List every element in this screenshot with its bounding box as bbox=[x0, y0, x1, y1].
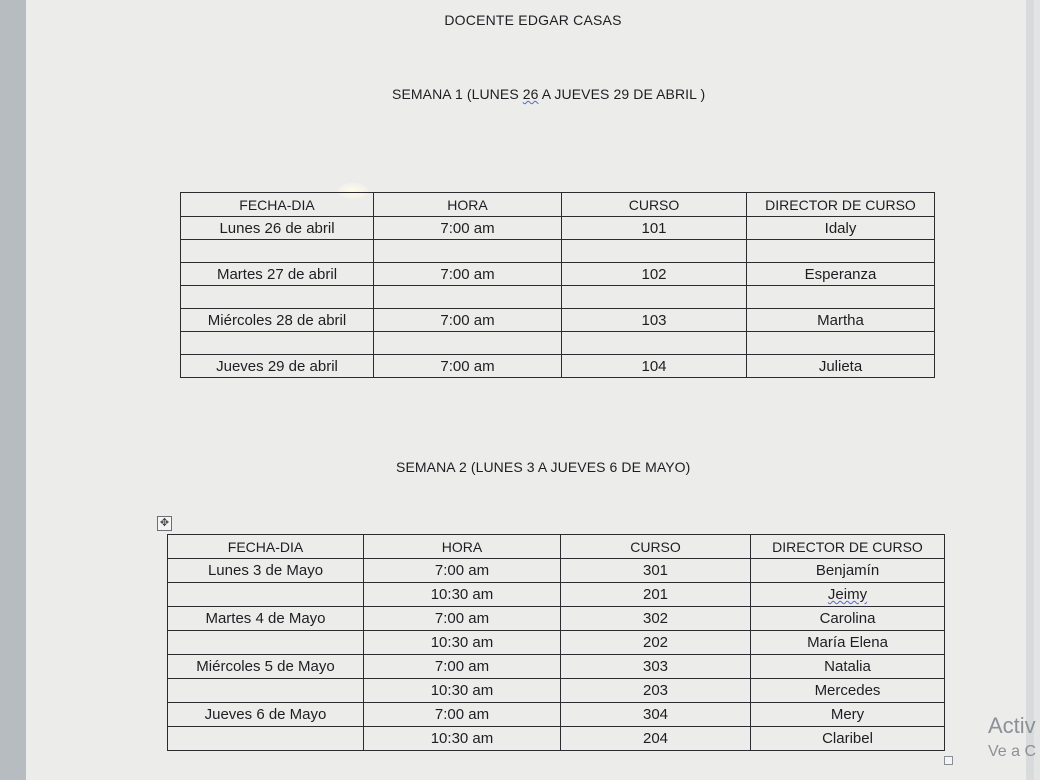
table-cell[interactable] bbox=[562, 332, 747, 355]
table-cell[interactable] bbox=[751, 703, 945, 727]
table-cell[interactable] bbox=[747, 355, 935, 378]
week1-title-suffix: A JUEVES 29 DE ABRIL ) bbox=[538, 86, 706, 102]
cell-text: 7:00 am bbox=[434, 562, 490, 579]
cell-text: Lunes 26 de abril bbox=[219, 219, 335, 237]
cell-text: 304 bbox=[642, 706, 669, 723]
column-header: HORA bbox=[374, 193, 562, 217]
cell-text: Mercedes bbox=[814, 682, 881, 699]
table-cell[interactable] bbox=[747, 286, 935, 309]
cell-text: 102 bbox=[641, 265, 667, 283]
table-row bbox=[168, 631, 945, 655]
cell-text: Julieta bbox=[818, 357, 863, 375]
cell-text: Carolina bbox=[819, 610, 876, 627]
table-cell[interactable] bbox=[562, 263, 747, 286]
column-header: FECHA-DIA bbox=[181, 193, 374, 217]
cell-text: 204 bbox=[642, 730, 669, 747]
spellcheck-flagged-word[interactable]: 26 bbox=[522, 86, 539, 102]
cell-text: 7:00 am bbox=[440, 311, 495, 329]
table-row bbox=[181, 286, 935, 309]
table-cell[interactable] bbox=[751, 559, 945, 583]
monitor-bezel bbox=[0, 0, 26, 780]
table-cell[interactable] bbox=[168, 583, 364, 607]
cell-text: 10:30 am bbox=[430, 682, 494, 699]
week1-schedule-table[interactable] bbox=[180, 192, 935, 378]
table-cell[interactable] bbox=[168, 559, 364, 583]
table-header-row bbox=[181, 193, 935, 217]
cell-text: 302 bbox=[642, 610, 669, 627]
table-cell[interactable] bbox=[561, 727, 751, 751]
table-row bbox=[181, 332, 935, 355]
cell-text: 303 bbox=[642, 658, 669, 675]
table-row bbox=[181, 217, 935, 240]
cell-text: 103 bbox=[641, 311, 667, 329]
cell-text: 10:30 am bbox=[430, 730, 494, 747]
table-cell[interactable] bbox=[562, 217, 747, 240]
table-row bbox=[168, 607, 945, 631]
cell-text: 201 bbox=[642, 586, 669, 603]
column-header: CURSO bbox=[561, 535, 751, 559]
table-cell[interactable] bbox=[751, 679, 945, 703]
column-header: HORA bbox=[364, 535, 561, 559]
table-cell[interactable] bbox=[364, 559, 561, 583]
table-cell[interactable] bbox=[751, 727, 945, 751]
move-arrows-icon: ✥ bbox=[159, 517, 170, 529]
table-move-handle[interactable] bbox=[157, 516, 172, 531]
table-row bbox=[168, 679, 945, 703]
table-cell[interactable] bbox=[561, 679, 751, 703]
column-header: DIRECTOR DE CURSO bbox=[751, 535, 945, 559]
cell-text: Miércoles 28 de abril bbox=[207, 311, 347, 329]
cell-text: Martha bbox=[817, 311, 864, 329]
cell-text: Esperanza bbox=[804, 265, 877, 283]
cell-text: 7:00 am bbox=[440, 265, 495, 283]
cell-text: 7:00 am bbox=[440, 219, 495, 237]
table-cell[interactable] bbox=[562, 355, 747, 378]
table-cell[interactable] bbox=[168, 631, 364, 655]
table-cell[interactable] bbox=[181, 309, 374, 332]
table-cell[interactable] bbox=[747, 240, 935, 263]
table-cell[interactable] bbox=[168, 727, 364, 751]
table-cell[interactable] bbox=[364, 727, 561, 751]
cell-text: 301 bbox=[642, 562, 669, 579]
watermark-line1: Activ bbox=[988, 713, 1036, 738]
table-cell[interactable] bbox=[374, 263, 562, 286]
table-cell[interactable] bbox=[751, 655, 945, 679]
table-cell[interactable] bbox=[561, 559, 751, 583]
document-page[interactable] bbox=[26, 0, 1034, 780]
cell-text: Jeimy bbox=[827, 586, 868, 603]
cell-text: 101 bbox=[641, 219, 667, 237]
cell-text: 7:00 am bbox=[434, 658, 490, 675]
table-header-row bbox=[168, 535, 945, 559]
table-cell[interactable] bbox=[364, 679, 561, 703]
table-cell[interactable] bbox=[168, 607, 364, 631]
cell-text: 7:00 am bbox=[440, 357, 495, 375]
table-cell[interactable] bbox=[747, 309, 935, 332]
cell-text: Natalia bbox=[824, 658, 871, 675]
table-cell[interactable] bbox=[747, 332, 935, 355]
table-cell[interactable] bbox=[181, 286, 374, 309]
table-cell[interactable] bbox=[364, 607, 561, 631]
cell-text: 202 bbox=[642, 634, 669, 651]
week1-title bbox=[392, 86, 705, 102]
table-cell[interactable] bbox=[364, 703, 561, 727]
table-cell[interactable] bbox=[168, 679, 364, 703]
table-cell[interactable] bbox=[364, 655, 561, 679]
cell-text: María Elena bbox=[807, 634, 888, 651]
table-row bbox=[168, 559, 945, 583]
table-cell[interactable] bbox=[374, 332, 562, 355]
cell-text: 104 bbox=[641, 357, 667, 375]
cell-text: Claribel bbox=[822, 730, 873, 747]
table-row bbox=[168, 583, 945, 607]
table-cell[interactable] bbox=[561, 631, 751, 655]
table-cell[interactable] bbox=[751, 631, 945, 655]
cell-text: Jueves 6 de Mayo bbox=[204, 706, 327, 723]
table-cell[interactable] bbox=[374, 240, 562, 263]
table-cell[interactable] bbox=[364, 583, 561, 607]
table-cell[interactable] bbox=[747, 217, 935, 240]
cell-text: Miércoles 5 de Mayo bbox=[196, 658, 335, 675]
windows-activation-watermark bbox=[988, 712, 1040, 764]
table-cell[interactable] bbox=[561, 607, 751, 631]
table-cell[interactable] bbox=[374, 286, 562, 309]
column-header: FECHA-DIA bbox=[168, 535, 364, 559]
watermark-line2: Ve a C bbox=[988, 743, 1037, 760]
cell-text: Jueves 29 de abril bbox=[216, 357, 338, 375]
table-cell[interactable] bbox=[747, 263, 935, 286]
cell-text: Martes 4 de Mayo bbox=[205, 610, 326, 627]
table-resize-handle[interactable] bbox=[944, 756, 953, 765]
document-title: DOCENTE EDGAR CASAS bbox=[444, 12, 622, 28]
week2-title: SEMANA 2 (LUNES 3 A JUEVES 6 DE MAYO) bbox=[396, 459, 691, 475]
table-cell[interactable] bbox=[364, 631, 561, 655]
cell-text: 7:00 am bbox=[434, 610, 490, 627]
table-cell[interactable] bbox=[561, 703, 751, 727]
column-header: CURSO bbox=[562, 193, 747, 217]
table-cell[interactable] bbox=[562, 240, 747, 263]
cell-text: Idaly bbox=[824, 219, 857, 237]
table-cell[interactable] bbox=[181, 355, 374, 378]
table-cell[interactable] bbox=[751, 583, 945, 607]
cell-text: Benjamín bbox=[815, 562, 880, 579]
table-cell[interactable] bbox=[181, 240, 374, 263]
table-cell[interactable] bbox=[168, 703, 364, 727]
table-cell[interactable] bbox=[181, 217, 374, 240]
cell-text: Mery bbox=[830, 706, 865, 723]
table-cell[interactable] bbox=[562, 309, 747, 332]
cell-text: 203 bbox=[642, 682, 669, 699]
table-row bbox=[181, 355, 935, 378]
cell-text: Martes 27 de abril bbox=[216, 265, 338, 283]
week1-title-prefix: SEMANA 1 (LUNES bbox=[392, 86, 523, 102]
cell-text: 7:00 am bbox=[434, 706, 490, 723]
table-cell[interactable] bbox=[561, 583, 751, 607]
table-row bbox=[181, 240, 935, 263]
week2-schedule-table[interactable] bbox=[167, 534, 945, 751]
table-row bbox=[168, 655, 945, 679]
table-cell[interactable] bbox=[751, 607, 945, 631]
table-cell[interactable] bbox=[561, 655, 751, 679]
table-cell[interactable] bbox=[374, 355, 562, 378]
table-row bbox=[181, 263, 935, 286]
table-row bbox=[168, 727, 945, 751]
table-cell[interactable] bbox=[562, 286, 747, 309]
cell-text: Lunes 3 de Mayo bbox=[207, 562, 324, 579]
table-row bbox=[168, 703, 945, 727]
table-cell[interactable] bbox=[374, 309, 562, 332]
table-cell[interactable] bbox=[168, 655, 364, 679]
table-row bbox=[181, 309, 935, 332]
table-cell[interactable] bbox=[181, 332, 374, 355]
table-cell[interactable] bbox=[181, 263, 374, 286]
page-edge bbox=[1026, 0, 1034, 780]
table-cell[interactable] bbox=[374, 217, 562, 240]
cell-text: 10:30 am bbox=[430, 634, 494, 651]
cell-text: 10:30 am bbox=[430, 586, 494, 603]
column-header: DIRECTOR DE CURSO bbox=[747, 193, 935, 217]
